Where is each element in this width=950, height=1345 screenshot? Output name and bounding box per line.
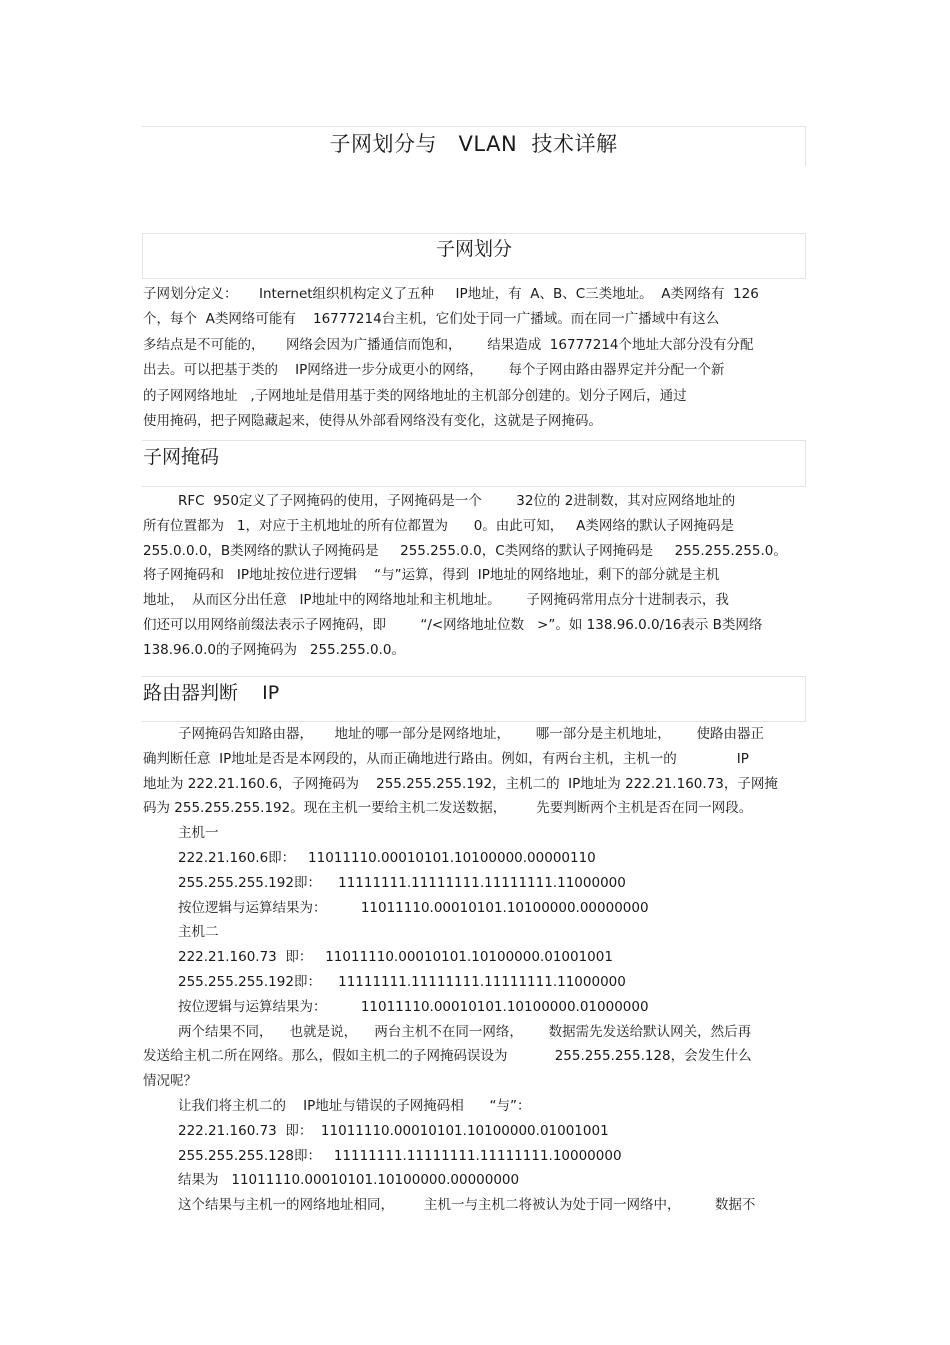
section2-line: RFC 950定义了子网掩码的使用，子网掩码是一个 32位的 2进制数，其对应网络地址的 (178, 493, 736, 509)
section1-line: 子网划分定义： Internet组织机构定义了五种 IP地址，有 A、B、C三类地址。 A类网络有 126 (143, 286, 759, 302)
section1-line: 个，每个 A类网络可能有 16777214台主机，它们处于同一广播域。而在同一广播域中有这么 (143, 311, 720, 328)
section3-line: 255.255.255.192即： 11111111.11111111.11111111.11000000 (178, 874, 626, 891)
section2-line: 138.96.0.0的子网掩码为 255.255.0.0。 (143, 641, 405, 658)
section2-line: 们还可以用网络前缀法表示子网掩码，即 “/<网络地址位数 >”。如 138.96.0.0/16表示 B类网络 (143, 616, 763, 633)
section3-line: 结果为 11011110.00010101.10100000.00000000 (178, 1172, 520, 1189)
section3-line: 222.21.160.6即： 11011110.00010101.10100000.00000110 (178, 849, 596, 866)
section3-line: 这个结果与主机一的网络地址相同， 主机一与主机二将被认为处于同一网络中， 数据不 (178, 1197, 756, 1214)
section3-line: 子网掩码告知路由器， 地址的哪一部分是网络地址， 哪一部分是主机地址， 使路由器正 (178, 726, 764, 742)
section2-paragraph (143, 489, 813, 663)
section2-line: 将子网掩码和 IP地址按位进行逻辑 “与”运算，得到 IP地址的网络地址，剩下的部分就是主机 (143, 567, 720, 584)
section3-line: 按位逻辑与运算结果为： 11011110.00010101.10100000.01000000 (178, 998, 649, 1015)
section2-line: 255.0.0.0，B类网络的默认子网掩码是 255.255.0.0，C类网络的默认子网掩码是 255.255.255.0。 (143, 542, 787, 559)
section1-paragraph (143, 282, 813, 434)
section3-line: 222.21.160.73 即： 11011110.00010101.10100000.01001001 (178, 1122, 609, 1139)
section3-line: 255.255.255.128即： 11111111.11111111.11111111.10000000 (178, 1147, 622, 1164)
section3-line: 确判断任意 IP地址是否是本网段的，从而正确地进行路由。例如，有两台主机，主机一的 IP (143, 750, 749, 767)
page-title: 子网划分与 VLAN 技术详解 (329, 132, 618, 156)
section3-line: 码为 255.255.255.192。现在主机一要给主机二发送数据， 先要判断两个主机是否在同一网段。 (143, 800, 753, 817)
section3-line: 主机一 (178, 825, 219, 842)
section3-line: 255.255.255.192即： 11111111.11111111.11111111.11000000 (178, 973, 626, 990)
section3-heading-box (142, 676, 806, 722)
section1-heading: 子网划分 (435, 238, 512, 260)
section3-line: 让我们将主机二的 IP地址与错误的子网掩码相 “与”： (178, 1097, 531, 1114)
section2-heading: 子网掩码 (143, 446, 220, 468)
section1-line: 多结点是不可能的， 网络会因为广播通信而饱和， 结果造成 16777214个地址大部分没有分配 (143, 336, 754, 353)
section1-line: 的子网网络地址 ,子网地址是借用基于类的网络地址的主机部分创建的。划分子网后，通过 (143, 387, 687, 404)
section1-heading-box (142, 233, 806, 279)
section3-line: 两个结果不同， 也就是说， 两台主机不在同一网络， 数据需先发送给默认网关，然后再 (178, 1023, 752, 1040)
section2-line: 地址， 从而区分出任意 IP地址中的网络地址和主机地址。 子网掩码常用点分十进制表示，我 (143, 592, 729, 609)
section3-line: 地址为 222.21.160.6，子网掩码为 255.255.255.192，主机二的 IP地址为 222.21.160.73，子网掩 (143, 775, 778, 792)
title-box (142, 126, 806, 166)
section1-line: 使用掩码，把子网隐藏起来，使得从外部看网络没有变化，这就是子网掩码。 (143, 412, 602, 429)
section3-line: 情况呢？ (143, 1073, 197, 1090)
section3-line: 发送给主机二所在网络。那么，假如主机二的子网掩码误设为 255.255.255.128，会发生什么 (143, 1048, 752, 1065)
section1-line: 出去。可以把基于类的 IP网络进一步分成更小的网络， 每个子网由路由器界定并分配一个新 (143, 362, 725, 379)
section3-line: 222.21.160.73 即： 11011110.00010101.10100000.01001001 (178, 949, 613, 966)
section3-line: 主机二 (178, 924, 219, 941)
section3-line: 按位逻辑与运算结果为： 11011110.00010101.10100000.00000000 (178, 899, 649, 916)
section2-line: 所有位置都为 1，对应于主机地址的所有位都置为 0。由此可知， A类网络的默认子网掩码是 (143, 517, 734, 534)
section3-paragraph (143, 722, 813, 1218)
section3-heading: 路由器判断 IP (143, 682, 280, 704)
section2-heading-box (142, 440, 806, 487)
